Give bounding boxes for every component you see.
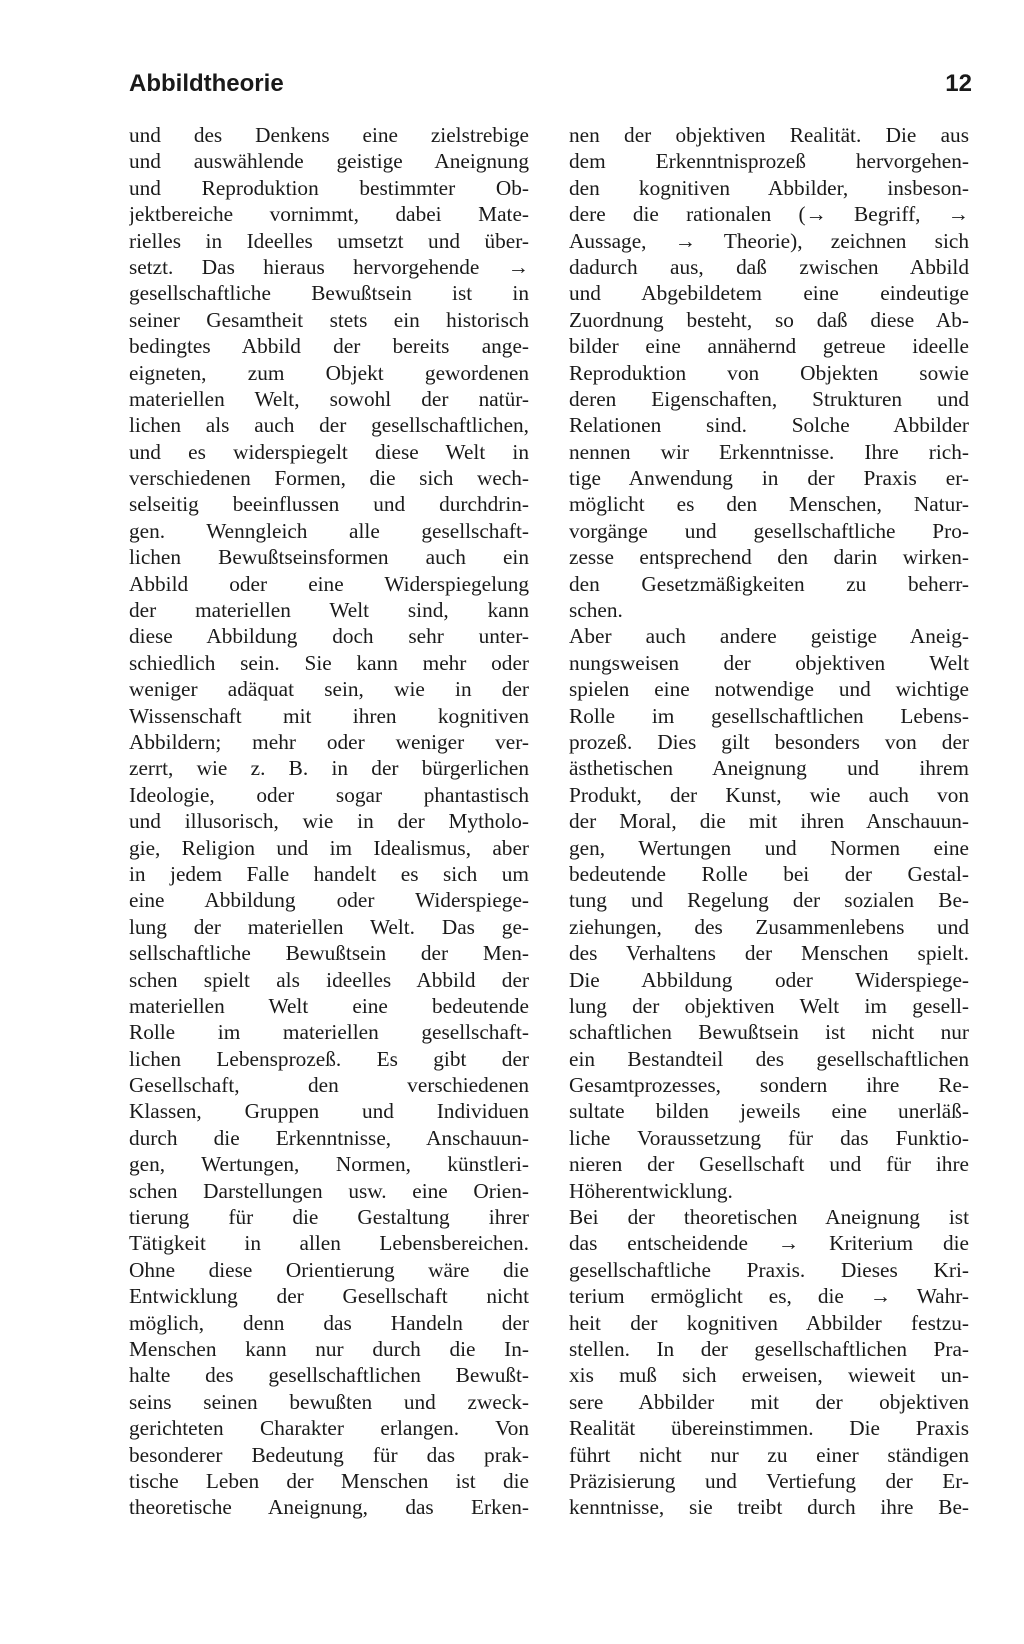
text-line: durch die Erkenntnisse, Anschauun- xyxy=(129,1125,529,1150)
text-line: lung der materiellen Welt. Das ge- xyxy=(129,914,529,939)
text-line: ziehungen, des Zusammenlebens und xyxy=(569,914,969,939)
text-line: besonderer Bedeutung für das prak- xyxy=(129,1442,529,1467)
text-line: Entwicklung der Gesellschaft nicht xyxy=(129,1284,529,1309)
text-line: und auswählende geistige Aneignung xyxy=(129,149,529,174)
text-line: kenntnisse, sie treibt durch ihre Be- xyxy=(569,1495,969,1520)
text-line: materiellen Welt eine bedeutende xyxy=(129,993,529,1018)
text-line: tung und Regelung der sozialen Be- xyxy=(569,888,969,913)
text-line: schiedlich sein. Sie kann mehr oder xyxy=(129,650,529,675)
text-line: ein Bestandteil des gesellschaftlichen xyxy=(569,1046,969,1071)
text-line: und es widerspiegelt diese Welt in xyxy=(129,439,529,464)
text-line: nungsweisen der objektiven Welt xyxy=(569,650,969,675)
text-line: Menschen kann nur durch die In- xyxy=(129,1336,529,1361)
text-line: selseitig beeinflussen und durchdrin- xyxy=(129,492,529,517)
text-line: prozeß. Dies gilt besonders von der xyxy=(569,729,969,754)
text-line: dere die rationalen (→ Begriff, → xyxy=(569,202,969,227)
text-line: gie, Religion und im Idealismus, aber xyxy=(129,835,529,860)
text-line: tige Anwendung in der Praxis er- xyxy=(569,466,969,491)
text-line: das entscheidende → Kriterium die xyxy=(569,1231,969,1256)
text-line: Die Abbildung oder Widerspiege- xyxy=(569,967,969,992)
text-line: möglicht es den Menschen, Natur- xyxy=(569,492,969,517)
text-line: schen. xyxy=(569,598,623,623)
text-line: zesse entsprechend den darin wirken- xyxy=(569,545,969,570)
text-line: nen der objektiven Realität. Die aus xyxy=(569,123,969,147)
text-line: Höherentwicklung. xyxy=(569,1178,733,1203)
text-line: nieren der Gesellschaft und für ihre xyxy=(569,1152,969,1177)
text-line: rielles in Ideelles umsetzt und über- xyxy=(129,228,529,253)
page-number: 12 xyxy=(945,70,972,97)
text-line: liche Voraussetzung für das Funktio- xyxy=(569,1125,969,1150)
text-line: sere Abbilder mit der objektiven xyxy=(569,1389,969,1414)
text-line: halte des gesellschaftlichen Bewußt- xyxy=(129,1363,529,1388)
text-line: stellen. In der gesellschaftlichen Pra- xyxy=(569,1336,969,1361)
text-line: diese Abbildung doch sehr unter- xyxy=(129,624,529,649)
text-line: Gesellschaft, den verschiedenen xyxy=(129,1073,529,1098)
text-line: den kognitiven Abbilder, insbeson- xyxy=(569,175,969,200)
text-line: Bei der theoretischen Aneignung ist xyxy=(569,1205,969,1230)
text-line: Reproduktion von Objekten sowie xyxy=(569,360,969,385)
text-line: gen, Wertungen und Normen eine xyxy=(569,835,969,860)
text-line: bilder eine annähernd getreue ideelle xyxy=(569,334,969,359)
text-line: schen spielt als ideelles Abbild der xyxy=(129,967,529,992)
text-line: und Abgebildetem eine eindeutige xyxy=(569,281,969,306)
text-line: seins seinen bewußten und zweck- xyxy=(129,1389,529,1414)
text-line: theoretische Aneignung, das Erken- xyxy=(129,1495,529,1520)
text-line: sellschaftliche Bewußtsein der Men- xyxy=(129,941,529,966)
text-line: Abbildern; mehr oder weniger ver- xyxy=(129,729,529,754)
text-line: und Reproduktion bestimmter Ob- xyxy=(129,175,529,200)
text-line: xis muß sich erweisen, wieweit un- xyxy=(569,1363,969,1388)
text-line: jektbereiche vornimmt, dabei Mate- xyxy=(129,202,529,227)
text-line: Gesamtprozesses, sondern ihre Re- xyxy=(569,1073,969,1098)
text-line: tische Leben der Menschen ist die xyxy=(129,1468,529,1493)
text-line: Abbild oder eine Widerspiegelung xyxy=(129,571,529,596)
text-line: Tätigkeit in allen Lebensbereichen. xyxy=(129,1231,529,1256)
text-line: ästhetischen Aneignung und ihrem xyxy=(569,756,969,781)
text-line: vorgänge und gesellschaftliche Pro- xyxy=(569,518,969,543)
text-line: Rolle im materiellen gesellschaft- xyxy=(129,1020,529,1045)
text-line: Wissenschaft mit ihren kognitiven xyxy=(129,703,529,728)
text-line: in jedem Falle handelt es sich um xyxy=(129,861,529,886)
text-line: nennen wir Erkenntnisse. Ihre rich- xyxy=(569,439,969,464)
text-line: schaftlichen Bewußtsein ist nicht nur xyxy=(569,1020,969,1045)
text-line: heit der kognitiven Abbilder festzu- xyxy=(569,1310,969,1335)
running-title: Abbildtheorie xyxy=(129,70,284,97)
text-line: gesellschaftliche Praxis. Dieses Kri- xyxy=(569,1257,969,1282)
text-line: Aber auch andere geistige Aneig- xyxy=(569,624,969,649)
text-line: seiner Gesamtheit stets ein historisch xyxy=(129,307,529,332)
text-line: und des Denkens eine zielstrebige xyxy=(129,123,529,147)
text-line: gesellschaftliche Bewußtsein ist in xyxy=(129,281,529,306)
text-line: Relationen sind. Solche Abbilder xyxy=(569,413,969,438)
text-line: Ohne diese Orientierung wäre die xyxy=(129,1257,529,1282)
text-line: dadurch aus, daß zwischen Abbild xyxy=(569,254,969,279)
text-line: den Gesetzmäßigkeiten zu beherr- xyxy=(569,571,969,596)
text-line: tierung für die Gestaltung ihrer xyxy=(129,1205,529,1230)
text-line: Zuordnung besteht, so daß diese Ab- xyxy=(569,307,969,332)
text-line: bedeutende Rolle bei der Gestal- xyxy=(569,861,969,886)
text-line: Präzisierung und Vertiefung der Er- xyxy=(569,1468,969,1493)
text-line: gen, Wertungen, Normen, künstleri- xyxy=(129,1152,529,1177)
text-line: des Verhaltens der Menschen spielt. xyxy=(569,941,969,966)
text-line: lichen Bewußtseinsformen auch ein xyxy=(129,545,529,570)
text-line: deren Eigenschaften, Strukturen und xyxy=(569,386,969,411)
text-line: führt nicht nur zu einer ständigen xyxy=(569,1442,969,1467)
text-line: Klassen, Gruppen und Individuen xyxy=(129,1099,529,1124)
text-line: lung der objektiven Welt im gesell- xyxy=(569,993,969,1018)
text-line: materiellen Welt, sowohl der natür- xyxy=(129,386,529,411)
text-line: Produkt, der Kunst, wie auch von xyxy=(569,782,969,807)
text-line: dem Erkenntnisprozeß hervorgehen- xyxy=(569,149,969,174)
text-line: der materiellen Welt sind, kann xyxy=(129,598,529,623)
text-line: schen Darstellungen usw. eine Orien- xyxy=(129,1178,529,1203)
text-line: gen. Wenngleich alle gesellschaft- xyxy=(129,518,529,543)
text-line: Aussage, → Theorie), zeichnen sich xyxy=(569,228,969,253)
text-line: gerichteten Charakter erlangen. Von xyxy=(129,1416,529,1441)
text-line: terium ermöglicht es, die → Wahr- xyxy=(569,1284,969,1309)
text-line: setzt. Das hieraus hervorgehende → xyxy=(129,254,529,279)
text-line: und illusorisch, wie in der Mytholo- xyxy=(129,809,529,834)
text-line: Ideologie, oder sogar phantastisch xyxy=(129,782,529,807)
text-line: sultate bilden jeweils eine unerläß- xyxy=(569,1099,969,1124)
text-line: weniger adäquat sein, wie in der xyxy=(129,677,529,702)
text-line: eigneten, zum Objekt gewordenen xyxy=(129,360,529,385)
right-text-column xyxy=(569,122,969,1521)
left-text-column xyxy=(129,122,529,1521)
text-line: möglich, denn das Handeln der xyxy=(129,1310,529,1335)
text-line: Realität übereinstimmen. Die Praxis xyxy=(569,1416,969,1441)
text-line: bedingtes Abbild der bereits ange- xyxy=(129,334,529,359)
text-line: lichen als auch der gesellschaftlichen, xyxy=(129,413,529,438)
text-line: spielen eine notwendige und wichtige xyxy=(569,677,969,702)
text-line: zerrt, wie z. B. in der bürgerlichen xyxy=(129,756,529,781)
text-line: Rolle im gesellschaftlichen Lebens- xyxy=(569,703,969,728)
page-header xyxy=(129,66,972,102)
text-line: eine Abbildung oder Widerspiege- xyxy=(129,888,529,913)
text-line: lichen Lebensprozeß. Es gibt der xyxy=(129,1046,529,1071)
text-line: verschiedenen Formen, die sich wech- xyxy=(129,466,529,491)
text-line: der Moral, die mit ihren Anschauun- xyxy=(569,809,969,834)
